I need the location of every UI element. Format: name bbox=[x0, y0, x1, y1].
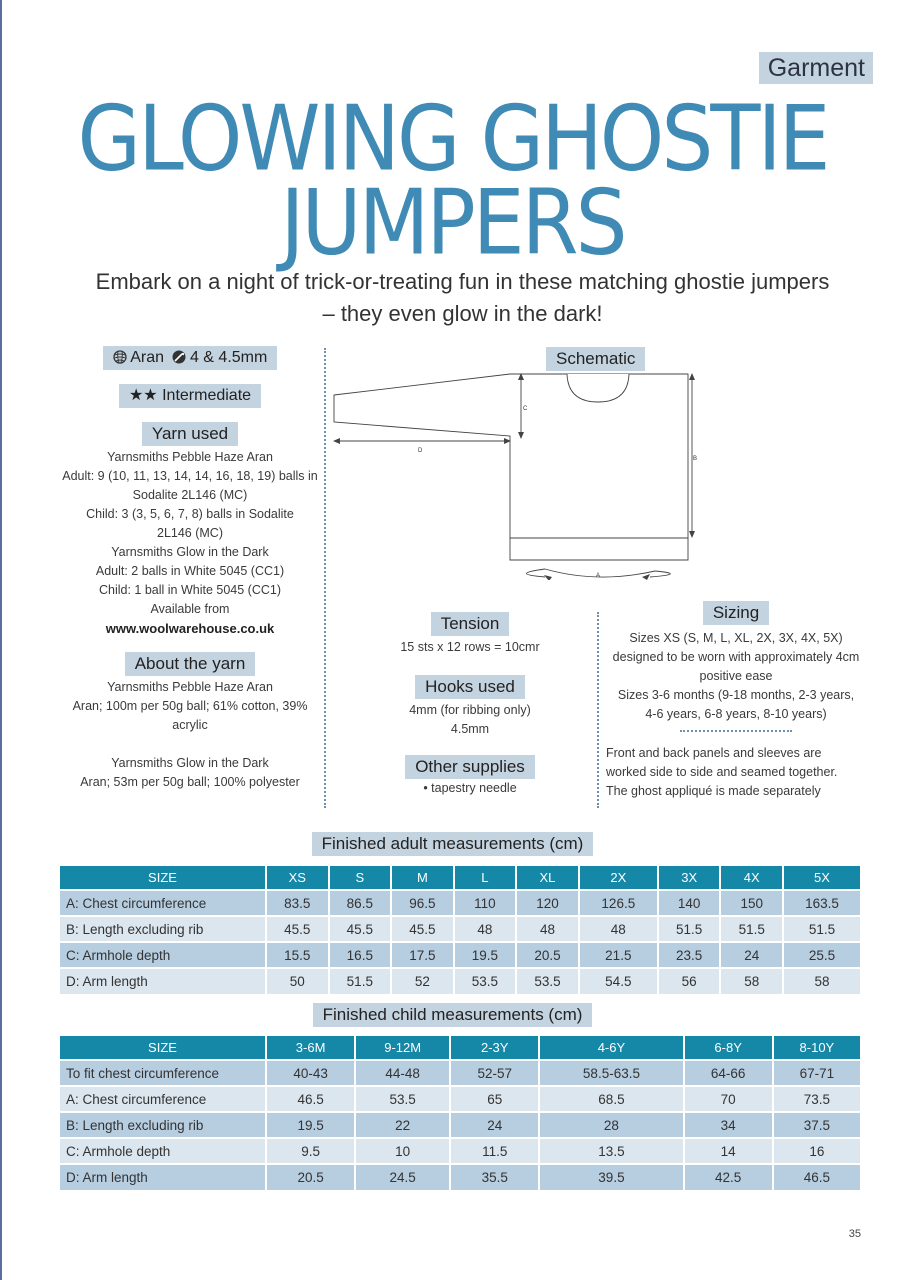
supplier-link[interactable]: www.woolwarehouse.co.uk bbox=[105, 621, 275, 636]
left-column bbox=[50, 346, 330, 802]
table-cell: 20.5 bbox=[266, 1164, 355, 1190]
table-cell: 120 bbox=[516, 890, 579, 916]
yarn-used-line: Yarnsmiths Pebble Haze Aran bbox=[107, 450, 273, 464]
table-cell: 50 bbox=[266, 968, 329, 994]
other-supplies-text: • tapestry needle bbox=[423, 781, 517, 795]
table-cell: 16.5 bbox=[329, 942, 392, 968]
table-cell: 35.5 bbox=[450, 1164, 539, 1190]
column-header: S bbox=[329, 866, 392, 890]
table-cell: 23.5 bbox=[658, 942, 721, 968]
column-header: 4X bbox=[720, 866, 783, 890]
table-cell: 34 bbox=[684, 1112, 773, 1138]
table-cell: 51.5 bbox=[783, 916, 860, 942]
table-cell: 58 bbox=[783, 968, 860, 994]
table-cell: 53.5 bbox=[355, 1086, 450, 1112]
hooks-heading: Hooks used bbox=[415, 675, 525, 699]
table-cell: 150 bbox=[720, 890, 783, 916]
column-header: 5X bbox=[783, 866, 860, 890]
column-header: SIZE bbox=[60, 866, 266, 890]
table-cell: 37.5 bbox=[773, 1112, 860, 1138]
about-yarn-heading: About the yarn bbox=[125, 652, 256, 676]
table-row bbox=[60, 968, 860, 994]
table-cell: 19.5 bbox=[266, 1112, 355, 1138]
yarn-used-line: Child: 1 ball in White 5045 (CC1) bbox=[98, 583, 282, 597]
column-header: XS bbox=[266, 866, 329, 890]
table-cell: 20.5 bbox=[516, 942, 579, 968]
hooks-line: 4mm (for ribbing only) bbox=[409, 703, 531, 717]
column-header: SIZE bbox=[60, 1036, 266, 1060]
table-cell: 51.5 bbox=[329, 968, 392, 994]
row-label: C: Armhole depth bbox=[60, 942, 266, 968]
table-cell: 140 bbox=[658, 890, 721, 916]
table-cell: 46.5 bbox=[773, 1164, 860, 1190]
row-label: B: Length excluding rib bbox=[60, 916, 266, 942]
title-line-2: JUMPERS bbox=[280, 171, 625, 276]
table-cell: 54.5 bbox=[579, 968, 658, 994]
page-number: 35 bbox=[848, 1228, 861, 1240]
rib-band bbox=[510, 538, 688, 560]
table-cell: 68.5 bbox=[539, 1086, 683, 1112]
row-label: D: Arm length bbox=[60, 1164, 266, 1190]
row-label: To fit chest circumference bbox=[60, 1060, 266, 1086]
table-cell: 65 bbox=[450, 1086, 539, 1112]
dotted-separator bbox=[680, 730, 792, 732]
row-label: D: Arm length bbox=[60, 968, 266, 994]
yarn-used-line: Yarnsmiths Glow in the Dark bbox=[111, 545, 269, 559]
column-header: 2X bbox=[579, 866, 658, 890]
table-cell: 52-57 bbox=[450, 1060, 539, 1086]
table-cell: 24.5 bbox=[355, 1164, 450, 1190]
table-cell: 48 bbox=[454, 916, 517, 942]
table-cell: 45.5 bbox=[391, 916, 454, 942]
hook-icon bbox=[169, 349, 190, 366]
table-cell: 51.5 bbox=[658, 916, 721, 942]
label-a: A bbox=[596, 573, 601, 579]
table-cell: 45.5 bbox=[329, 916, 392, 942]
about-yarn-line: Aran; 53m per 50g ball; 100% polyester bbox=[80, 775, 300, 789]
hooks-line: 4.5mm bbox=[450, 722, 490, 736]
table-cell: 24 bbox=[450, 1112, 539, 1138]
table-cell: 24 bbox=[720, 942, 783, 968]
label-d: D bbox=[418, 448, 423, 454]
yarn-ball-icon bbox=[113, 349, 131, 366]
table-cell: 67-71 bbox=[773, 1060, 860, 1086]
label-b: B bbox=[693, 456, 698, 462]
column-header: 6-8Y bbox=[684, 1036, 773, 1060]
table-cell: 44-48 bbox=[355, 1060, 450, 1086]
table-cell: 110 bbox=[454, 890, 517, 916]
schematic-heading: Schematic bbox=[546, 347, 645, 371]
sizing-column bbox=[604, 601, 868, 801]
tension-heading: Tension bbox=[431, 612, 510, 636]
table-cell: 58 bbox=[720, 968, 783, 994]
table-cell: 40-43 bbox=[266, 1060, 355, 1086]
table-cell: 83.5 bbox=[266, 890, 329, 916]
column-header: M bbox=[391, 866, 454, 890]
row-label: A: Chest circumference bbox=[60, 1086, 266, 1112]
neckline bbox=[567, 374, 629, 402]
about-yarn-block-1 bbox=[50, 678, 330, 735]
table-cell: 28 bbox=[539, 1112, 683, 1138]
about-yarn-line: Yarnsmiths Glow in the Dark bbox=[111, 756, 269, 770]
table-cell: 22 bbox=[355, 1112, 450, 1138]
yarn-hook-badge bbox=[103, 346, 278, 370]
jumper-outline bbox=[334, 374, 688, 538]
yarn-used-line: Adult: 2 balls in White 5045 (CC1) bbox=[95, 564, 285, 578]
table-row bbox=[60, 890, 860, 916]
table-cell: 9.5 bbox=[266, 1138, 355, 1164]
table-row bbox=[60, 1112, 860, 1138]
yarn-used-line: Adult: 9 (10, 11, 13, 14, 14, 16, 18, 19) balls in Sodalite 2L146 (MC) bbox=[62, 469, 318, 502]
yarn-used-heading: Yarn used bbox=[142, 422, 238, 446]
construction-note: Front and back panels and sleeves are worked side to side and seamed together. The ghost appliqué is made separately bbox=[606, 746, 838, 798]
adult-measurements-table bbox=[60, 866, 860, 994]
table-row bbox=[60, 942, 860, 968]
divider-left bbox=[324, 348, 326, 808]
table-cell: 11.5 bbox=[450, 1138, 539, 1164]
adult-table-title: Finished adult measurements (cm) bbox=[312, 832, 594, 856]
title-line-1: GLOWING GHOSTIE bbox=[77, 87, 828, 192]
subtitle: Embark on a night of trick-or-treating fun in these matching ghostie jumpers – they even glow in the dark! bbox=[95, 269, 830, 326]
yarn-used-list bbox=[50, 448, 330, 638]
table-cell: 46.5 bbox=[266, 1086, 355, 1112]
column-header: 2-3Y bbox=[450, 1036, 539, 1060]
column-header: XL bbox=[516, 866, 579, 890]
divider-right bbox=[597, 612, 599, 808]
table-cell: 13.5 bbox=[539, 1138, 683, 1164]
child-measurements-table bbox=[60, 1036, 860, 1190]
table-row bbox=[60, 916, 860, 942]
table-cell: 53.5 bbox=[454, 968, 517, 994]
child-table-title: Finished child measurements (cm) bbox=[313, 1003, 593, 1027]
other-supplies-heading: Other supplies bbox=[405, 755, 535, 779]
schematic-diagram bbox=[330, 370, 710, 580]
about-yarn-line: Yarnsmiths Pebble Haze Aran bbox=[107, 680, 273, 694]
yarn-used-line: Child: 3 (3, 5, 6, 7, 8) balls in Sodalite 2L146 (MC) bbox=[86, 507, 294, 540]
table-cell: 45.5 bbox=[266, 916, 329, 942]
table-cell: 14 bbox=[684, 1138, 773, 1164]
table-row bbox=[60, 1164, 860, 1190]
table-row bbox=[60, 1086, 860, 1112]
row-label: B: Length excluding rib bbox=[60, 1112, 266, 1138]
yarn-weight: Aran bbox=[130, 349, 165, 366]
difficulty-badge bbox=[119, 384, 261, 408]
table-cell: 64-66 bbox=[684, 1060, 773, 1086]
sizing-adult-text: Sizes XS (S, M, L, XL, 2X, 3X, 4X, 5X) designed to be worn with approximately 4cm positive ease bbox=[612, 631, 860, 683]
table-cell: 163.5 bbox=[783, 890, 860, 916]
table-cell: 56 bbox=[658, 968, 721, 994]
yarn-used-line: Available from bbox=[150, 602, 230, 616]
table-cell: 86.5 bbox=[329, 890, 392, 916]
table-cell: 15.5 bbox=[266, 942, 329, 968]
about-yarn-line: Aran; 100m per 50g ball; 61% cotton, 39% acrylic bbox=[72, 699, 308, 732]
table-cell: 52 bbox=[391, 968, 454, 994]
column-header: L bbox=[454, 866, 517, 890]
tension-text: 15 sts x 12 rows = 10cmr bbox=[400, 640, 540, 654]
section-tag: Garment bbox=[759, 52, 873, 84]
table-cell: 53.5 bbox=[516, 968, 579, 994]
table-row bbox=[60, 1138, 860, 1164]
difficulty-stars-icon: ★★ bbox=[128, 387, 158, 404]
table-cell: 16 bbox=[773, 1138, 860, 1164]
table-cell: 39.5 bbox=[539, 1164, 683, 1190]
table-header-row bbox=[60, 1036, 860, 1060]
table-cell: 58.5-63.5 bbox=[539, 1060, 683, 1086]
label-c: C bbox=[523, 406, 528, 412]
table-cell: 70 bbox=[684, 1086, 773, 1112]
middle-column bbox=[380, 612, 560, 798]
hook-size: 4 & 4.5mm bbox=[189, 349, 268, 366]
table-cell: 42.5 bbox=[684, 1164, 773, 1190]
table-cell: 25.5 bbox=[783, 942, 860, 968]
table-cell: 96.5 bbox=[391, 890, 454, 916]
table-row bbox=[60, 1060, 860, 1086]
column-header: 8-10Y bbox=[773, 1036, 860, 1060]
row-label: C: Armhole depth bbox=[60, 1138, 266, 1164]
table-cell: 17.5 bbox=[391, 942, 454, 968]
table-cell: 126.5 bbox=[579, 890, 658, 916]
table-cell: 19.5 bbox=[454, 942, 517, 968]
about-yarn-block-2 bbox=[50, 754, 330, 792]
row-label: A: Chest circumference bbox=[60, 890, 266, 916]
table-cell: 48 bbox=[579, 916, 658, 942]
sizing-child-text: Sizes 3-6 months (9-18 months, 2-3 years, 4-6 years, 6-8 years, 8-10 years) bbox=[617, 688, 855, 721]
table-cell: 48 bbox=[516, 916, 579, 942]
column-header: 9-12M bbox=[355, 1036, 450, 1060]
table-cell: 51.5 bbox=[720, 916, 783, 942]
column-header: 3-6M bbox=[266, 1036, 355, 1060]
table-cell: 10 bbox=[355, 1138, 450, 1164]
table-header-row bbox=[60, 866, 860, 890]
sizing-heading: Sizing bbox=[703, 601, 769, 625]
column-header: 4-6Y bbox=[539, 1036, 683, 1060]
column-header: 3X bbox=[658, 866, 721, 890]
table-cell: 21.5 bbox=[579, 942, 658, 968]
table-cell: 73.5 bbox=[773, 1086, 860, 1112]
difficulty-label: Intermediate bbox=[162, 387, 252, 404]
